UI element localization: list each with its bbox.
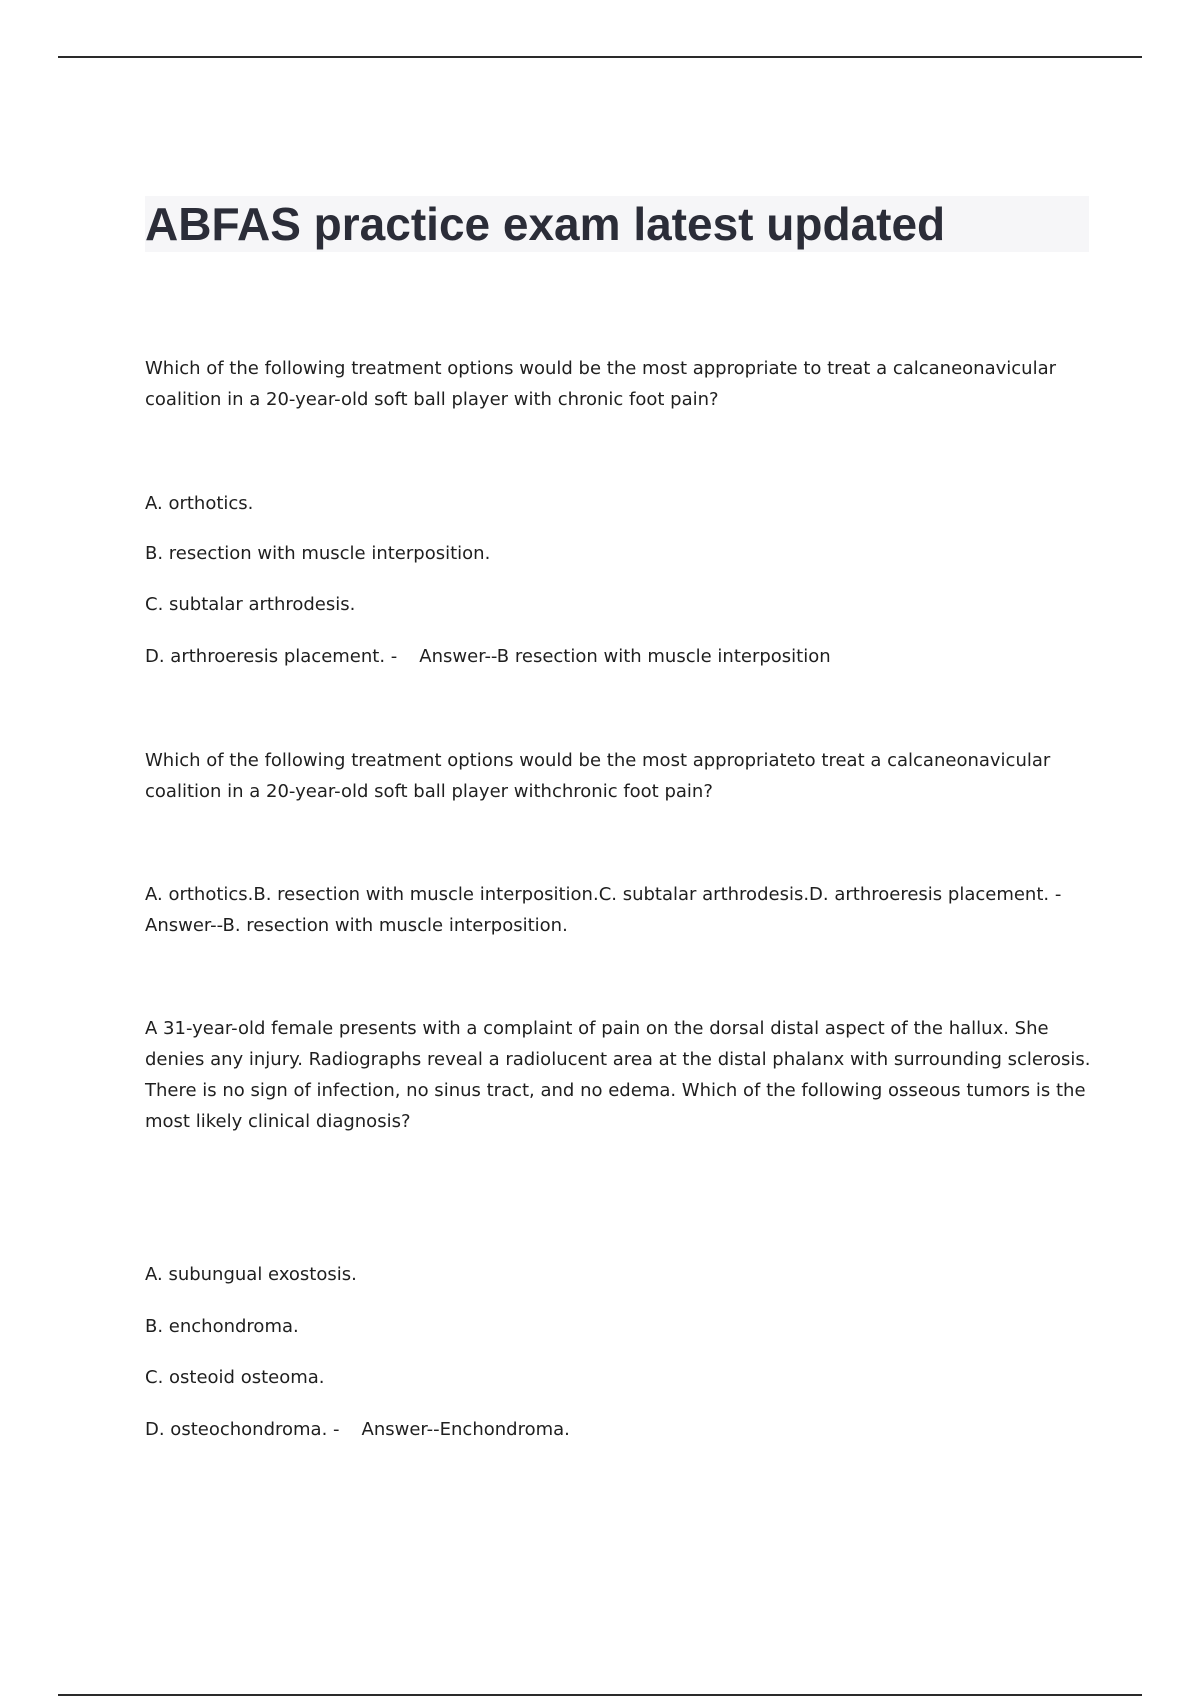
- question-1-option-c: C. subtalar arthrodesis.: [145, 594, 356, 615]
- question-1-option-a: A. orthotics.: [145, 493, 254, 514]
- question-1-stem: Which of the following treatment options would be the most appropriate to treat a calcaneonavicular coalition in a 20-year-old soft ball player with chronic foot pain?: [145, 358, 1057, 410]
- question-3-option-a: A. subungual exostosis.: [145, 1264, 357, 1285]
- question-2-options-block: [145, 879, 1095, 941]
- bottom-rule: [58, 1694, 1142, 1696]
- document-title: ABFAS practice exam latest updated: [145, 198, 946, 250]
- question-1: [145, 353, 1095, 415]
- question-3-option-d-line: [145, 1417, 570, 1443]
- top-rule: [58, 56, 1142, 58]
- question-3-option-b: B. enchondroma.: [145, 1316, 299, 1337]
- question-1-option-d: D. arthroeresis placement. -: [145, 646, 398, 667]
- question-2: [145, 745, 1095, 807]
- question-2-stem: Which of the following treatment options would be the most appropriateto treat a calcaneonavicular coalition in a 20-year-old soft ball player withchronic foot pain?: [145, 750, 1051, 802]
- question-1-option-b: B. resection with muscle interposition.: [145, 543, 491, 564]
- question-3-stem: A 31-year-old female presents with a complaint of pain on the dorsal distal aspect of the hallux. She denies any injury. Radiographs reveal a radiolucent area at the distal phalanx with surrounding sclerosis. There is no sign of infection, no sinus tract, and no edema. Which of the following osseous tumors is the most likely clinical diagnosis?: [145, 1018, 1091, 1132]
- question-1-option-d-line: [145, 644, 831, 670]
- question-3-answer: Answer--Enchondroma.: [361, 1419, 570, 1440]
- question-2-options-inline: A. orthotics.B. resection with muscle interposition.C. subtalar arthrodesis.D. arthroeresis placement. - Answer--B. resection with muscle interposition.: [145, 884, 1062, 936]
- question-3-option-c: C. osteoid osteoma.: [145, 1367, 325, 1388]
- question-1-answer: Answer--B resection with muscle interposition: [419, 646, 831, 667]
- question-3: [145, 1013, 1095, 1137]
- question-3-option-d: D. osteochondroma. -: [145, 1419, 340, 1440]
